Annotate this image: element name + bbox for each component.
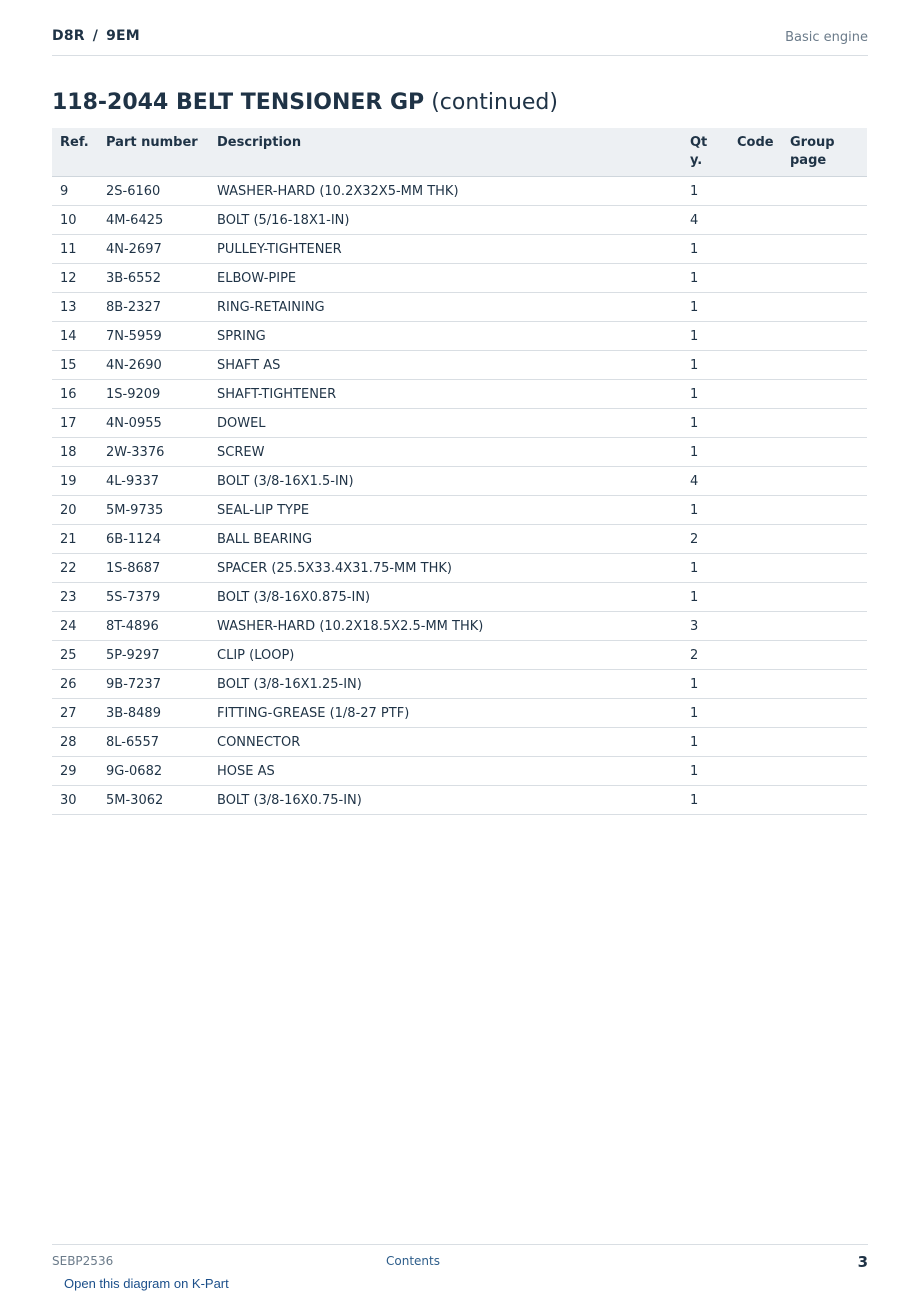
part-number-cell: 3B-8489 bbox=[106, 706, 161, 721]
qty-cell: 1 bbox=[690, 764, 699, 779]
col-qty-header: Qty. bbox=[690, 135, 708, 168]
ref-cell: 25 bbox=[60, 648, 77, 663]
description-cell: RING-RETAINING bbox=[217, 300, 325, 315]
page-number: 3 bbox=[857, 1253, 868, 1271]
ref-cell: 30 bbox=[60, 793, 77, 808]
qty-cell: 1 bbox=[690, 590, 699, 605]
part-number-cell: 8T-4896 bbox=[106, 619, 159, 634]
qty-cell: 2 bbox=[690, 532, 699, 547]
qty-cell: 1 bbox=[690, 793, 699, 808]
part-number-cell: 4M-6425 bbox=[106, 213, 164, 228]
table-row bbox=[52, 554, 867, 583]
page-title bbox=[52, 90, 558, 115]
part-number-cell: 5S-7379 bbox=[106, 590, 161, 605]
ref-cell: 29 bbox=[60, 764, 77, 779]
qty-cell: 1 bbox=[690, 329, 699, 344]
title-suffix: (continued) bbox=[431, 90, 558, 115]
part-number-cell: 5P-9297 bbox=[106, 648, 160, 663]
description-cell: SCREW bbox=[217, 445, 265, 460]
ref-cell: 28 bbox=[60, 735, 77, 750]
ref-cell: 13 bbox=[60, 300, 77, 315]
ref-cell: 23 bbox=[60, 590, 77, 605]
description-cell: SEAL-LIP TYPE bbox=[217, 503, 310, 518]
description-cell: PULLEY-TIGHTENER bbox=[217, 242, 342, 257]
description-cell: CONNECTOR bbox=[217, 735, 301, 750]
table-row bbox=[52, 322, 867, 351]
group-title: 118-2044 BELT TENSIONER GP bbox=[52, 90, 425, 115]
part-number-cell: 3B-6552 bbox=[106, 271, 161, 286]
qty-cell: 1 bbox=[690, 706, 699, 721]
col-group-page-header: Group page bbox=[790, 135, 835, 168]
table-row bbox=[52, 670, 867, 699]
part-number-cell: 8L-6557 bbox=[106, 735, 160, 750]
description-cell: ELBOW-PIPE bbox=[217, 271, 297, 286]
qty-cell: 1 bbox=[690, 271, 699, 286]
ref-cell: 14 bbox=[60, 329, 77, 344]
part-number-cell: 2S-6160 bbox=[106, 184, 161, 199]
table-row bbox=[52, 467, 867, 496]
description-cell: BOLT (3/8-16X1.5-IN) bbox=[217, 474, 354, 489]
table-row bbox=[52, 699, 867, 728]
qty-cell: 1 bbox=[690, 561, 699, 576]
qty-cell: 1 bbox=[690, 735, 699, 750]
ref-cell: 10 bbox=[60, 213, 77, 228]
serial-label: 9EM bbox=[106, 28, 140, 44]
part-number-cell: 6B-1124 bbox=[106, 532, 161, 547]
description-cell: SPRING bbox=[217, 329, 266, 344]
description-cell: DOWEL bbox=[217, 416, 266, 431]
kpart-link[interactable]: Open this diagram on K-Part bbox=[64, 1276, 229, 1291]
table-row bbox=[52, 235, 867, 264]
col-part-number-header: Part number bbox=[106, 135, 198, 150]
table-body bbox=[52, 177, 867, 815]
part-number-cell: 5M-9735 bbox=[106, 503, 164, 518]
section-label: Basic engine bbox=[785, 30, 868, 45]
description-cell: SHAFT-TIGHTENER bbox=[217, 387, 337, 402]
qty-cell: 4 bbox=[690, 474, 699, 489]
table-row bbox=[52, 264, 867, 293]
description-cell: BOLT (5/16-18X1-IN) bbox=[217, 213, 350, 228]
part-number-cell: 9B-7237 bbox=[106, 677, 161, 692]
qty-cell: 1 bbox=[690, 503, 699, 518]
description-cell: WASHER-HARD (10.2X18.5X2.5-MM THK) bbox=[217, 619, 484, 634]
part-number-cell: 4N-0955 bbox=[106, 416, 162, 431]
description-cell: WASHER-HARD (10.2X32X5-MM THK) bbox=[217, 184, 459, 199]
parts-table bbox=[52, 128, 867, 815]
col-description-header: Description bbox=[217, 135, 302, 150]
table-row bbox=[52, 525, 867, 554]
part-number-cell: 4N-2690 bbox=[106, 358, 162, 373]
description-cell: BOLT (3/8-16X1.25-IN) bbox=[217, 677, 362, 692]
ref-cell: 26 bbox=[60, 677, 77, 692]
col-code-header: Code bbox=[737, 135, 774, 150]
qty-cell: 1 bbox=[690, 358, 699, 373]
ref-cell: 11 bbox=[60, 242, 77, 257]
ref-cell: 17 bbox=[60, 416, 77, 431]
qty-cell: 1 bbox=[690, 242, 699, 257]
description-cell: FITTING-GREASE (1/8-27 PTF) bbox=[217, 706, 410, 721]
part-number-cell: 2W-3376 bbox=[106, 445, 165, 460]
part-number-cell: 8B-2327 bbox=[106, 300, 161, 315]
ref-cell: 16 bbox=[60, 387, 77, 402]
ref-cell: 12 bbox=[60, 271, 77, 286]
qty-cell: 1 bbox=[690, 184, 699, 199]
ref-cell: 22 bbox=[60, 561, 77, 576]
ref-cell: 19 bbox=[60, 474, 77, 489]
ref-cell: 18 bbox=[60, 445, 77, 460]
qty-cell: 3 bbox=[690, 619, 699, 634]
ref-cell: 20 bbox=[60, 503, 77, 518]
table-header bbox=[52, 128, 867, 177]
table-row bbox=[52, 293, 867, 322]
description-cell: SPACER (25.5X33.4X31.75-MM THK) bbox=[217, 561, 452, 576]
qty-cell: 1 bbox=[690, 677, 699, 692]
qty-cell: 1 bbox=[690, 300, 699, 315]
table-row bbox=[52, 496, 867, 525]
model-label: D8R bbox=[52, 28, 85, 44]
description-cell: CLIP (LOOP) bbox=[217, 648, 295, 663]
contents-link[interactable]: Contents bbox=[386, 1254, 440, 1268]
table-row bbox=[52, 409, 867, 438]
ref-cell: 21 bbox=[60, 532, 77, 547]
table-row bbox=[52, 351, 867, 380]
ref-cell: 24 bbox=[60, 619, 77, 634]
table-row bbox=[52, 612, 867, 641]
table-row bbox=[52, 728, 867, 757]
model-serial bbox=[52, 28, 140, 44]
table-row bbox=[52, 641, 867, 670]
qty-cell: 4 bbox=[690, 213, 699, 228]
qty-cell: 1 bbox=[690, 445, 699, 460]
description-cell: BOLT (3/8-16X0.875-IN) bbox=[217, 590, 371, 605]
page-header bbox=[52, 28, 868, 56]
part-number-cell: 5M-3062 bbox=[106, 793, 164, 808]
ref-cell: 27 bbox=[60, 706, 77, 721]
part-number-cell: 4L-9337 bbox=[106, 474, 160, 489]
table-row bbox=[52, 757, 867, 786]
description-cell: HOSE AS bbox=[217, 764, 275, 779]
col-ref-header: Ref. bbox=[60, 135, 89, 150]
table-row bbox=[52, 380, 867, 409]
qty-cell: 1 bbox=[690, 416, 699, 431]
part-number-cell: 1S-8687 bbox=[106, 561, 161, 576]
ref-cell: 9 bbox=[60, 184, 69, 199]
qty-cell: 2 bbox=[690, 648, 699, 663]
model-separator: / bbox=[92, 28, 99, 44]
qty-cell: 1 bbox=[690, 387, 699, 402]
table-row bbox=[52, 583, 867, 612]
table-row bbox=[52, 177, 867, 206]
table-row bbox=[52, 786, 867, 815]
description-cell: SHAFT AS bbox=[217, 358, 281, 373]
ref-cell: 15 bbox=[60, 358, 77, 373]
part-number-cell: 7N-5959 bbox=[106, 329, 162, 344]
table-row bbox=[52, 206, 867, 235]
description-cell: BALL BEARING bbox=[217, 532, 313, 547]
part-number-cell: 9G-0682 bbox=[106, 764, 163, 779]
table-row bbox=[52, 438, 867, 467]
part-number-cell: 4N-2697 bbox=[106, 242, 162, 257]
part-number-cell: 1S-9209 bbox=[106, 387, 161, 402]
document-id: SEBP2536 bbox=[52, 1254, 114, 1268]
description-cell: BOLT (3/8-16X0.75-IN) bbox=[217, 793, 362, 808]
